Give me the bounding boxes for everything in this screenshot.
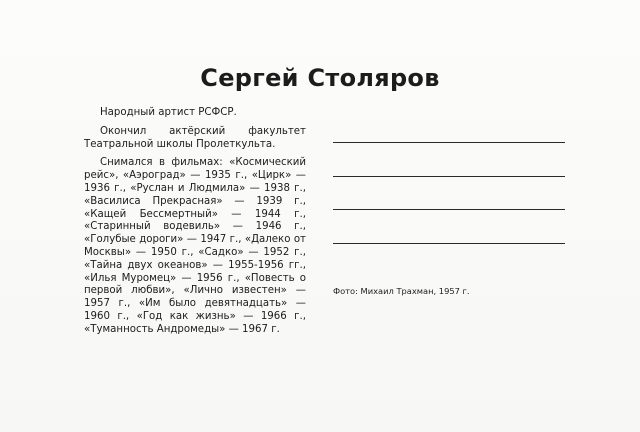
address-lines xyxy=(333,142,565,276)
page-title: Сергей Столяров xyxy=(200,64,440,92)
bio-text xyxy=(84,107,306,343)
address-line-1 xyxy=(333,142,565,143)
bio-filmography: Снимался в фильмах: «Космический рейс», «Аэроград» — 1935 г., «Цирк» — 1936 г., «Руслан и Людмила» — 1938 г., «Василиса Прекрасная» — 1939 г., «Кащей Бессмертный» — 1944 г., «Старинный водевиль» — 1946 г., «Голубые дороги» — 1947 г., «Далеко от Москвы» — 1950 г., «Садко» — 1952 г., «Тайна двух океанов» — 1955-1956 гг., «Илья Муромец» — 1956 г., «Повесть о первой любви», «Лично известен» — 1957 г., «Им было девятнадцать» — 1960 г., «Год как жизнь» — 1966 г., «Туманность Андромеды» — 1967 г. xyxy=(84,157,306,335)
address-line-4 xyxy=(333,243,565,244)
bio-education: Окончил актёрский факультет Театральной школы Пролеткульта. xyxy=(84,125,306,150)
address-line-2 xyxy=(333,176,565,177)
bio-title-line: Народный артист РСФСР. xyxy=(100,107,237,118)
address-line-3 xyxy=(333,209,565,210)
photo-credit: Фото: Михаил Трахман, 1957 г. xyxy=(333,286,470,296)
